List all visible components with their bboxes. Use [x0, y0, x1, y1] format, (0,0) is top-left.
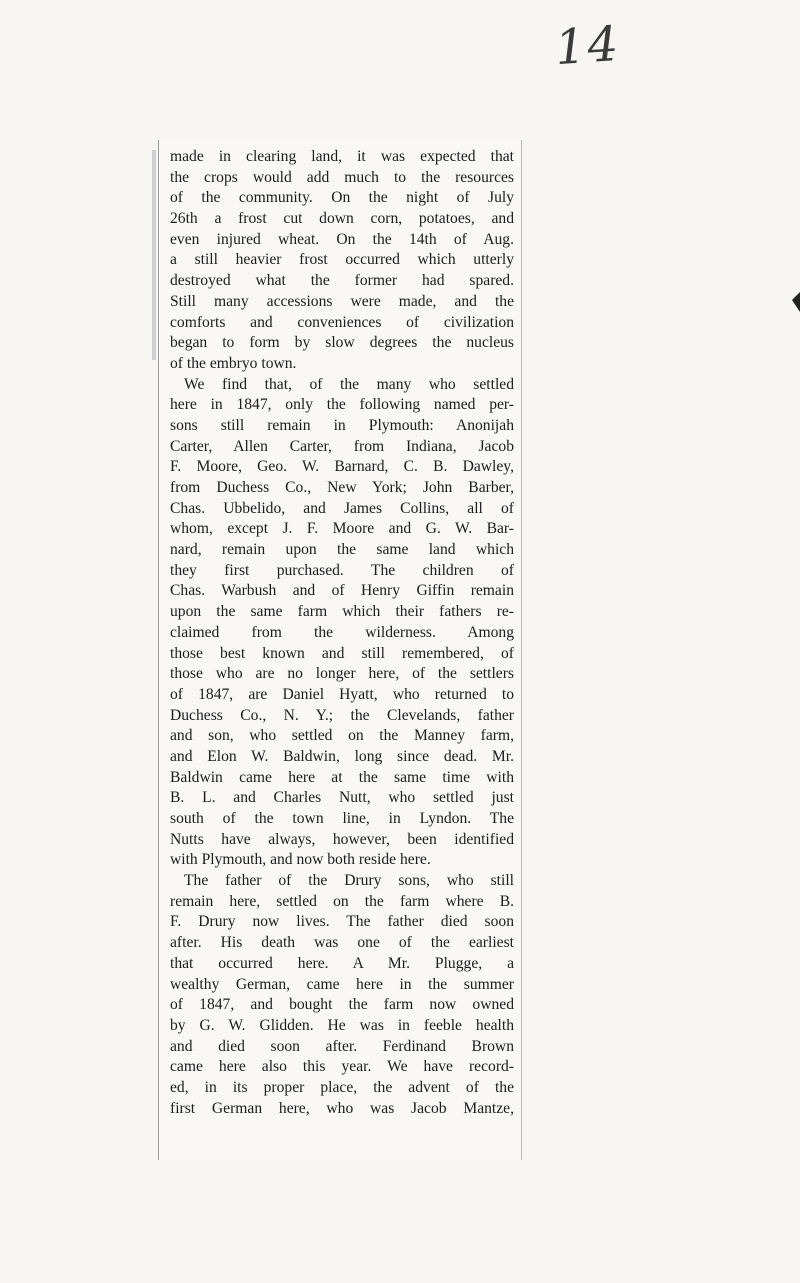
- article-line: and son, who settled on the Manney farm,: [170, 727, 514, 745]
- article-line: those who are no longer here, of the settlers: [170, 665, 514, 683]
- article-line: made in clearing land, it was expected that: [170, 148, 514, 165]
- article-line: began to form by slow degrees the nucleus: [170, 334, 514, 352]
- article-line: of the embryo town.: [170, 354, 297, 372]
- article-line: nard, remain upon the same land which: [170, 541, 514, 559]
- scan-shadow: [152, 150, 156, 360]
- article-line: by G. W. Glidden. He was in feeble health: [170, 1016, 514, 1034]
- article-line: sons still remain in Plymouth: Anonijah: [170, 416, 514, 434]
- article-line: those best known and still remembered, of: [170, 644, 514, 662]
- article-line: came here also this year. We have record-: [170, 1058, 514, 1076]
- article-line: F. Drury now lives. The father died soon: [170, 913, 514, 931]
- article-line: with Plymouth, and now both reside here.: [170, 851, 431, 869]
- article-line: Chas. Ubbelido, and James Collins, all of: [170, 499, 514, 517]
- article-line: 26th a frost cut down corn, potatoes, and: [170, 210, 514, 228]
- article-line: whom, except J. F. Moore and G. W. Bar-: [170, 520, 514, 538]
- article-line: Chas. Warbush and of Henry Giffin remain: [170, 582, 514, 600]
- article-line: that occurred here. A Mr. Plugge, a: [170, 954, 514, 972]
- article-line: even injured wheat. On the 14th of Aug.: [170, 230, 514, 248]
- article-line: south of the town line, in Lyndon. The: [170, 810, 514, 827]
- article-line: B. L. and Charles Nutt, who settled just: [170, 789, 514, 807]
- article-line: upon the same farm which their fathers re-: [170, 603, 514, 621]
- article-line: destroyed what the former had spared.: [170, 272, 514, 290]
- article-line: remain here, settled on the farm where B.: [170, 892, 514, 910]
- article-line: after. His death was one of the earliest: [170, 934, 514, 952]
- article-line: of the community. On the night of July: [170, 189, 514, 207]
- article-line: the crops would add much to the resources: [170, 168, 514, 186]
- article-line: Carter, Allen Carter, from Indiana, Jacob: [170, 437, 514, 455]
- article-line: here in 1847, only the following named per-: [170, 396, 514, 414]
- article-line: Baldwin came here at the same time with: [170, 768, 514, 786]
- article-line: Still many accessions were made, and the: [170, 292, 514, 310]
- article-line: The father of the Drury sons, who still: [184, 872, 514, 890]
- article-line: Nutts have always, however, been identified: [170, 830, 514, 848]
- article-line: and died soon after. Ferdinand Brown: [170, 1037, 514, 1055]
- article-line: they first purchased. The children of: [170, 561, 514, 579]
- article-line: from Duchess Co., New York; John Barber,: [170, 479, 514, 496]
- page-number: 14: [553, 15, 622, 77]
- article-line: claimed from the wilderness. Among: [170, 623, 514, 641]
- article-line: F. Moore, Geo. W. Barnard, C. B. Dawley,: [170, 458, 514, 476]
- article-line: ed, in its proper place, the advent of the: [170, 1078, 514, 1096]
- article-line: wealthy German, came here in the summer: [170, 975, 514, 993]
- article-line: Duchess Co., N. Y.; the Clevelands, father: [170, 706, 514, 724]
- article-line: comforts and conveniences of civilization: [170, 313, 514, 331]
- article-line: first German here, who was Jacob Mantze,: [170, 1099, 514, 1117]
- article-line: of 1847, and bought the farm now owned: [170, 996, 514, 1014]
- article-line: of 1847, are Daniel Hyatt, who returned to: [170, 685, 514, 703]
- article-column: [170, 147, 514, 1119]
- edge-mark: [792, 292, 800, 312]
- article-line: a still heavier frost occurred which utterly: [170, 251, 514, 269]
- article-line: and Elon W. Baldwin, long since dead. Mr.: [170, 747, 514, 765]
- article-line: We find that, of the many who settled: [184, 375, 514, 393]
